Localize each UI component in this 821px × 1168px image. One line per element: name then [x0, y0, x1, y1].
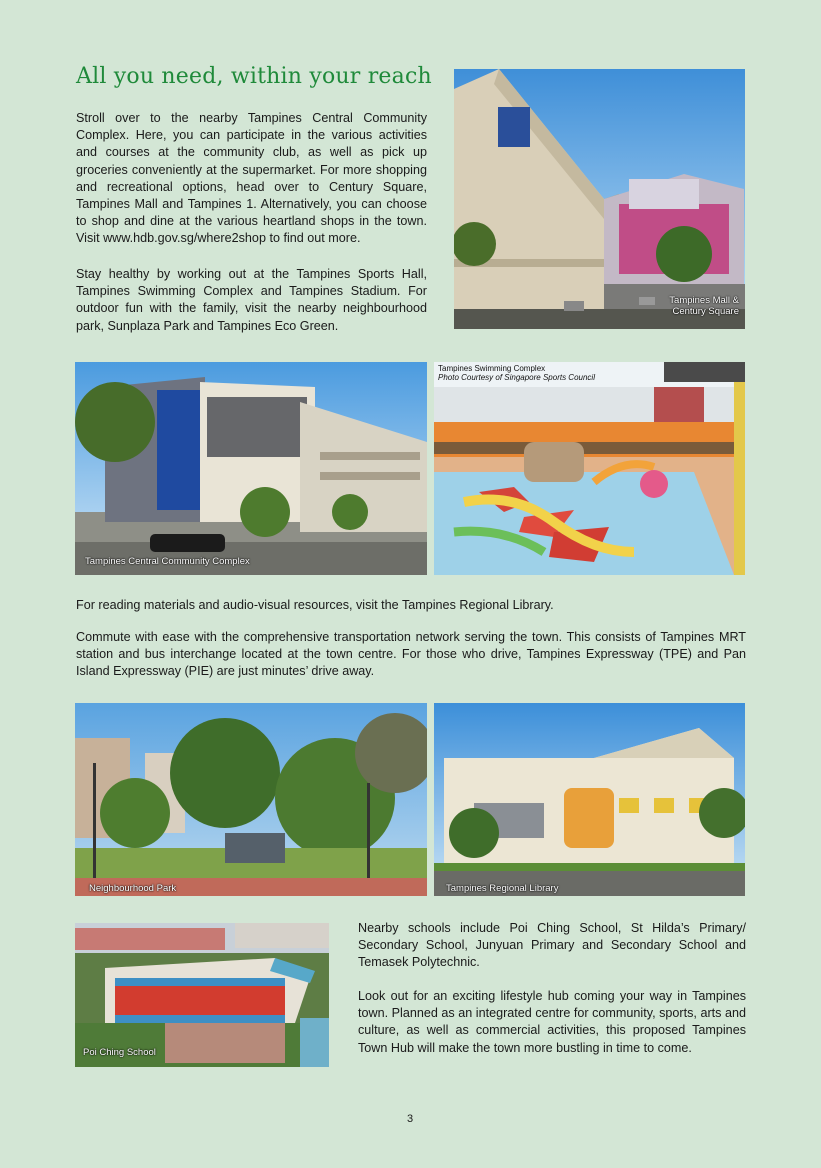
poi-ching-school-photo	[75, 923, 329, 1067]
library-paragraph: For reading materials and audio-visual resources, visit the Tampines Regional Library.	[76, 598, 554, 612]
park-caption: Neighbourhood Park	[89, 883, 177, 894]
page-number: 3	[406, 1113, 414, 1125]
community-caption: Tampines Central Community Complex	[85, 556, 250, 567]
intro-paragraph: Stroll over to the nearby Tampines Central Community Complex. Here, you can participate in the various activities and courses at the community club, as well as pick up groceries conveniently at the supermarket. For more shopping and recreational options, head over to Century Square, Tampines Mall and Tampines 1. Alternatively, you can choose to shop and dine at the various heartland shops in the town. Visit www.hdb.gov.sg/where2shop to find out more.	[76, 111, 427, 246]
photo-credit: Photo Courtesy of Singapore Sports Council	[438, 373, 595, 382]
mall-caption-line2: Century Square	[672, 306, 739, 317]
library-caption: Tampines Regional Library	[446, 883, 559, 894]
mall-caption-line1: Tampines Mall &	[669, 295, 739, 306]
town-hub-paragraph: Look out for an exciting lifestyle hub coming your way in Tampines town. Planned as an integrated centre for community, sports, arts and culture, as well as commercial activities, this proposed Tampines Town Hub will make the town more bustling in time to come.	[358, 989, 746, 1055]
sports-paragraph: Stay healthy by working out at the Tampines Sports Hall, Tampines Swimming Complex and Tampines Stadium. For outdoor fun with the family, visit the nearby neighbourhood park, Sunplaza Park and Tampines Eco Green.	[76, 267, 427, 333]
swimming-credit	[438, 364, 595, 382]
transport-paragraph: Commute with ease with the comprehensive transportation network serving the town. This consists of Tampines MRT station and bus interchange located at the town centre. For those who drive, Tampines Expressway (TPE) and Pan Island Expressway (PIE) are just minutes’ drive away.	[76, 630, 746, 679]
swimming-complex-photo	[434, 362, 745, 575]
mall-caption	[669, 295, 739, 317]
tampines-mall-photo	[454, 69, 745, 329]
swimming-caption: Tampines Swimming Complex	[438, 364, 546, 373]
regional-library-photo	[434, 703, 745, 896]
community-complex-photo	[75, 362, 427, 575]
neighbourhood-park-photo	[75, 703, 427, 896]
schools-paragraph: Nearby schools include Poi Ching School, St Hilda’s Primary/ Secondary School, Junyuan Primary and Secondary School and Temasek Polytechnic.	[358, 921, 746, 970]
school-caption: Poi Ching School	[83, 1047, 156, 1058]
page-heading: All you need, within your reach	[76, 64, 432, 89]
